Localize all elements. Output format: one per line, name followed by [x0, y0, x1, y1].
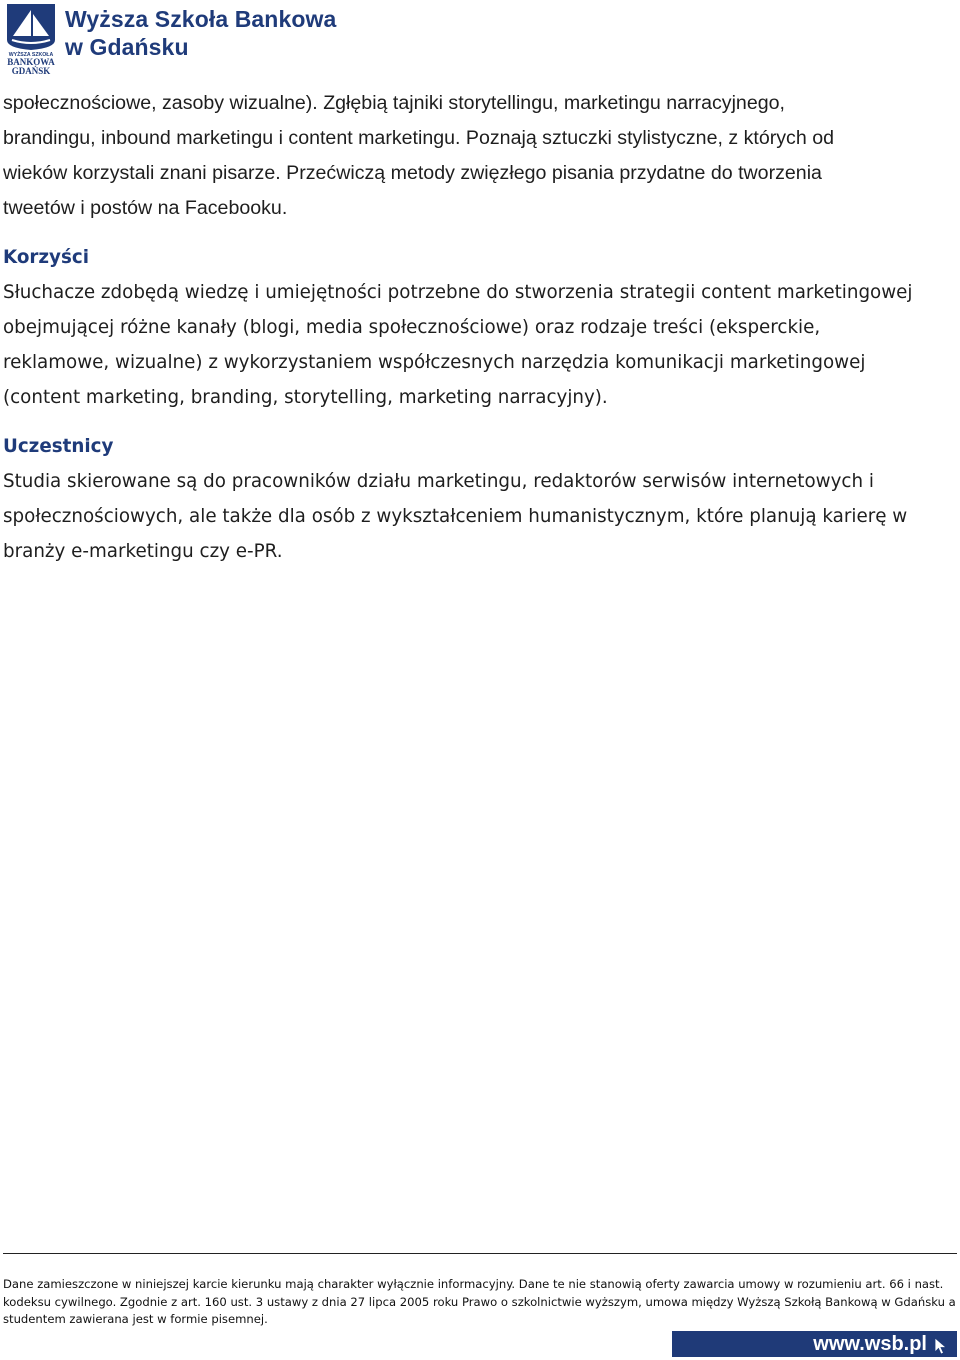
website-link[interactable]: www.wsb.pl [813, 1333, 927, 1355]
logo-mark-line-3: GDAŃSK [11, 66, 51, 76]
section-uczestnicy [3, 429, 958, 569]
text-line: wieków korzystali znani pisarze. Przećwiczą metody zwięzłego pisania przydatne do tworzenia [3, 162, 822, 184]
section-heading: Korzyści [3, 247, 89, 268]
text-line: reklamowe, wizualne) z wykorzystaniem współczesnych narzędzia komunikacji marketingowej [3, 352, 866, 373]
document-body [3, 86, 958, 569]
footer-disclaimer [3, 1276, 958, 1329]
logo-mark-line-1: WYŻSZA SZKOŁA [8, 52, 54, 58]
text-line: społecznościowe, zasoby wizualne). Zgłębią tajniki storytellingu, marketingu narracyjnego, [3, 92, 785, 114]
text-line: obejmującej różne kanały (blogi, media społecznościowe) oraz rodzaje treści (eksperckie, [3, 317, 821, 338]
text-line: brandingu, inbound marketingu i content marketingu. Poznają sztuczki stylistyczne, z których od [3, 127, 834, 149]
text-line: Słuchacze zdobędą wiedzę i umiejętności potrzebne do stworzenia strategii content marketingowej [3, 282, 913, 303]
logo-mark-line-2: BANKOWA [7, 57, 55, 67]
website-link-bar[interactable] [672, 1331, 957, 1357]
cursor-arrow-icon [934, 1337, 948, 1355]
page-header [3, 2, 363, 76]
section-korzysci [3, 240, 958, 415]
logo-wordmark [65, 5, 336, 61]
disclaimer-line: studentem zawierana jest w formie pisemnej. [3, 1312, 268, 1326]
disclaimer-line: Dane zamieszczone w niniejszej karcie kierunku mają charakter wyłącznie informacyjny. Dane te nie stanowią oferty zawarcia umowy w rozumieniu art. 66 i nast. [3, 1277, 944, 1291]
wsb-logo-mark [3, 2, 59, 76]
text-line: branży e-marketingu czy e-PR. [3, 541, 283, 562]
intro-paragraph [3, 86, 958, 226]
text-line: Studia skierowane są do pracowników działu marketingu, redaktorów serwisów internetowych i [3, 471, 874, 492]
text-line: społecznościowych, ale także dla osób z wykształceniem humanistycznym, które planują karierę w [3, 506, 908, 527]
text-line: tweetów i postów na Facebooku. [3, 197, 288, 219]
text-line: (content marketing, branding, storytelling, marketing narracyjny). [3, 387, 608, 408]
section-heading: Uczestnicy [3, 436, 114, 457]
footer-divider [3, 1253, 957, 1254]
logo-line: Wyższa Szkoła Bankowa [65, 6, 337, 32]
logo-line: w Gdańsku [65, 34, 189, 60]
disclaimer-line: kodeksu cywilnego. Zgodnie z art. 160 ust. 3 ustawy z dnia 27 lipca 2005 roku Prawo o szkolnictwie wyższym, umowa między Wyższą Szkołą Bankową w Gdańsku a [3, 1294, 956, 1309]
